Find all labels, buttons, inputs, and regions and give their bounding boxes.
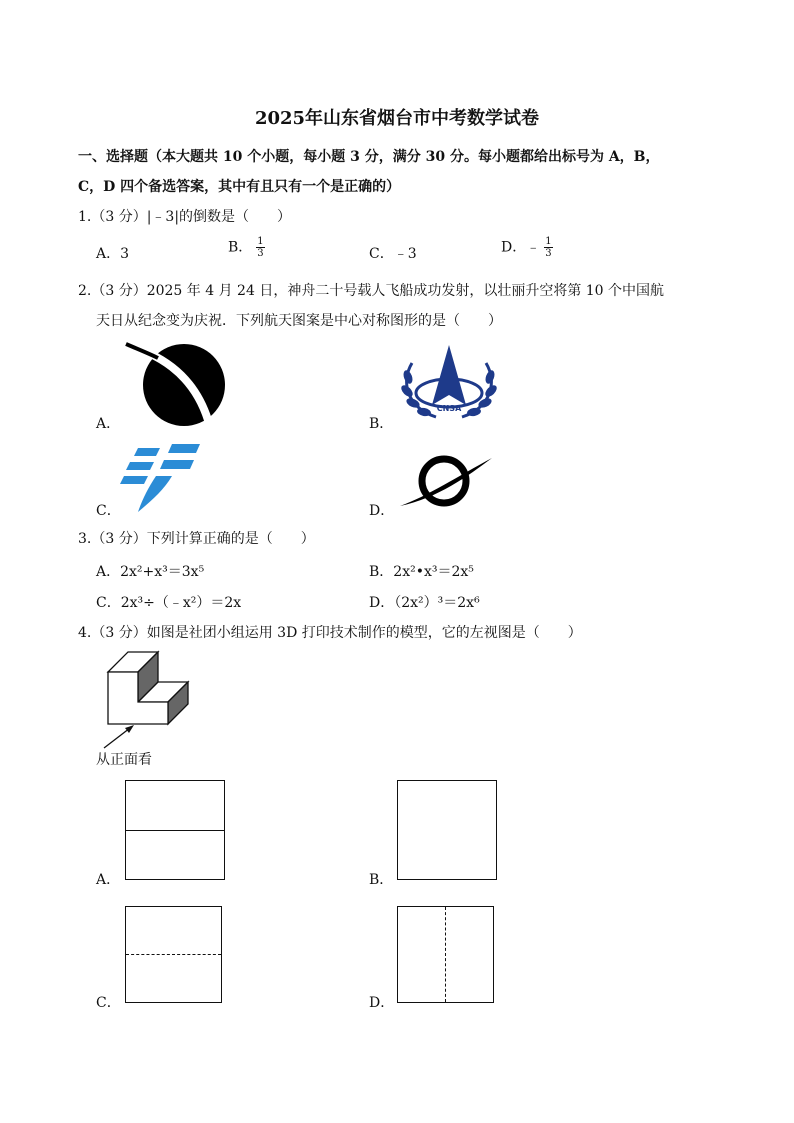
q1-option-b-fraction (256, 236, 264, 259)
q1-option-d-denominator: 3 (545, 248, 552, 259)
q2-logo-b-icon (398, 343, 500, 423)
q3-option-c-text: 2x³÷（﹣x²）＝2x (120, 595, 242, 611)
q1-option-c-text: ﹣3 (393, 246, 417, 262)
q1-option-d-fraction (544, 236, 552, 259)
q2-stem-line2: 天日从纪念变为庆祝．下列航天图案是中心对称图形的是（ ） (96, 313, 502, 329)
q4-label-b: B． (369, 872, 394, 888)
q4-label-d: D． (369, 995, 395, 1011)
q1-option-a-text: 3 (120, 246, 130, 262)
q3-option-b (369, 561, 474, 581)
q4-view-label: 从正面看 (96, 752, 152, 768)
q3-stem: 3.（3 分）下列计算正确的是（ ） (78, 531, 315, 547)
q3-option-b-label: B． (369, 564, 394, 580)
q2-label-a: A． (96, 416, 121, 432)
section-heading-line1: 一、选择题（本大题共 10 个小题，每小题 3 分，满分 30 分。每小题都给出标号为 A，B， (78, 149, 660, 165)
q4-option-a-figure (125, 780, 225, 880)
q1-option-a-label: A． (96, 246, 121, 262)
q2-logo-a-icon (120, 340, 230, 430)
q3-option-c (96, 592, 241, 612)
q3-option-d (369, 592, 480, 612)
q1-option-b-numerator: 1 (257, 236, 264, 247)
q2-logo-c-icon (120, 440, 210, 514)
q2-stem-line1: 2.（3 分）2025 年 4 月 24 日，神舟二十号载人飞船成功发射，以壮丽升空将第 10 个中国航 (78, 283, 665, 299)
q1-option-d (501, 236, 553, 259)
q1-option-c (369, 243, 417, 263)
section-heading-line2: C，D 四个备选答案，其中有且只有一个是正确的） (78, 179, 401, 195)
q2-label-d: D． (369, 503, 395, 519)
q4-model-figure (94, 648, 198, 752)
q2-logo-b-text: CNSA (436, 404, 462, 413)
q1-option-c-label: C． (369, 246, 394, 262)
q3-option-a-label: A． (96, 564, 121, 580)
q3-option-d-label: D． (369, 595, 395, 611)
q2-label-c: C． (96, 503, 121, 519)
q4-label-c: C． (96, 995, 121, 1011)
q1-option-d-numerator: 1 (545, 236, 552, 247)
q4-label-a: A． (96, 872, 121, 888)
q1-option-d-sign: ﹣ (526, 239, 541, 256)
q4-option-b-figure (397, 780, 497, 880)
q1-option-b-denominator: 3 (257, 248, 264, 259)
q3-option-d-text: （2x²）³＝2x⁶ (394, 595, 480, 611)
q3-option-a (96, 561, 204, 581)
q3-option-b-text: 2x²•x³＝2x⁵ (393, 564, 474, 580)
q4-option-d-figure (397, 906, 494, 1003)
q1-stem: 1.（3 分）|﹣3|的倒数是（ ） (78, 209, 292, 225)
q2-logo-d-icon (398, 452, 496, 512)
q1-option-b-label: B． (228, 239, 253, 256)
q4-option-c-figure (125, 906, 222, 1003)
q1-option-b (228, 236, 265, 259)
q3-option-c-label: C． (96, 595, 121, 611)
q4-stem: 4.（3 分）如图是社团小组运用 3D 打印技术制作的模型，它的左视图是（ ） (78, 625, 582, 641)
paper-title: 2025年山东省烟台市中考数学试卷 (254, 108, 540, 129)
q1-option-d-label: D． (501, 239, 527, 256)
q2-label-b: B． (369, 416, 394, 432)
q3-option-a-text: 2x²+x³＝3x⁵ (120, 564, 205, 580)
q1-option-a (96, 243, 129, 263)
